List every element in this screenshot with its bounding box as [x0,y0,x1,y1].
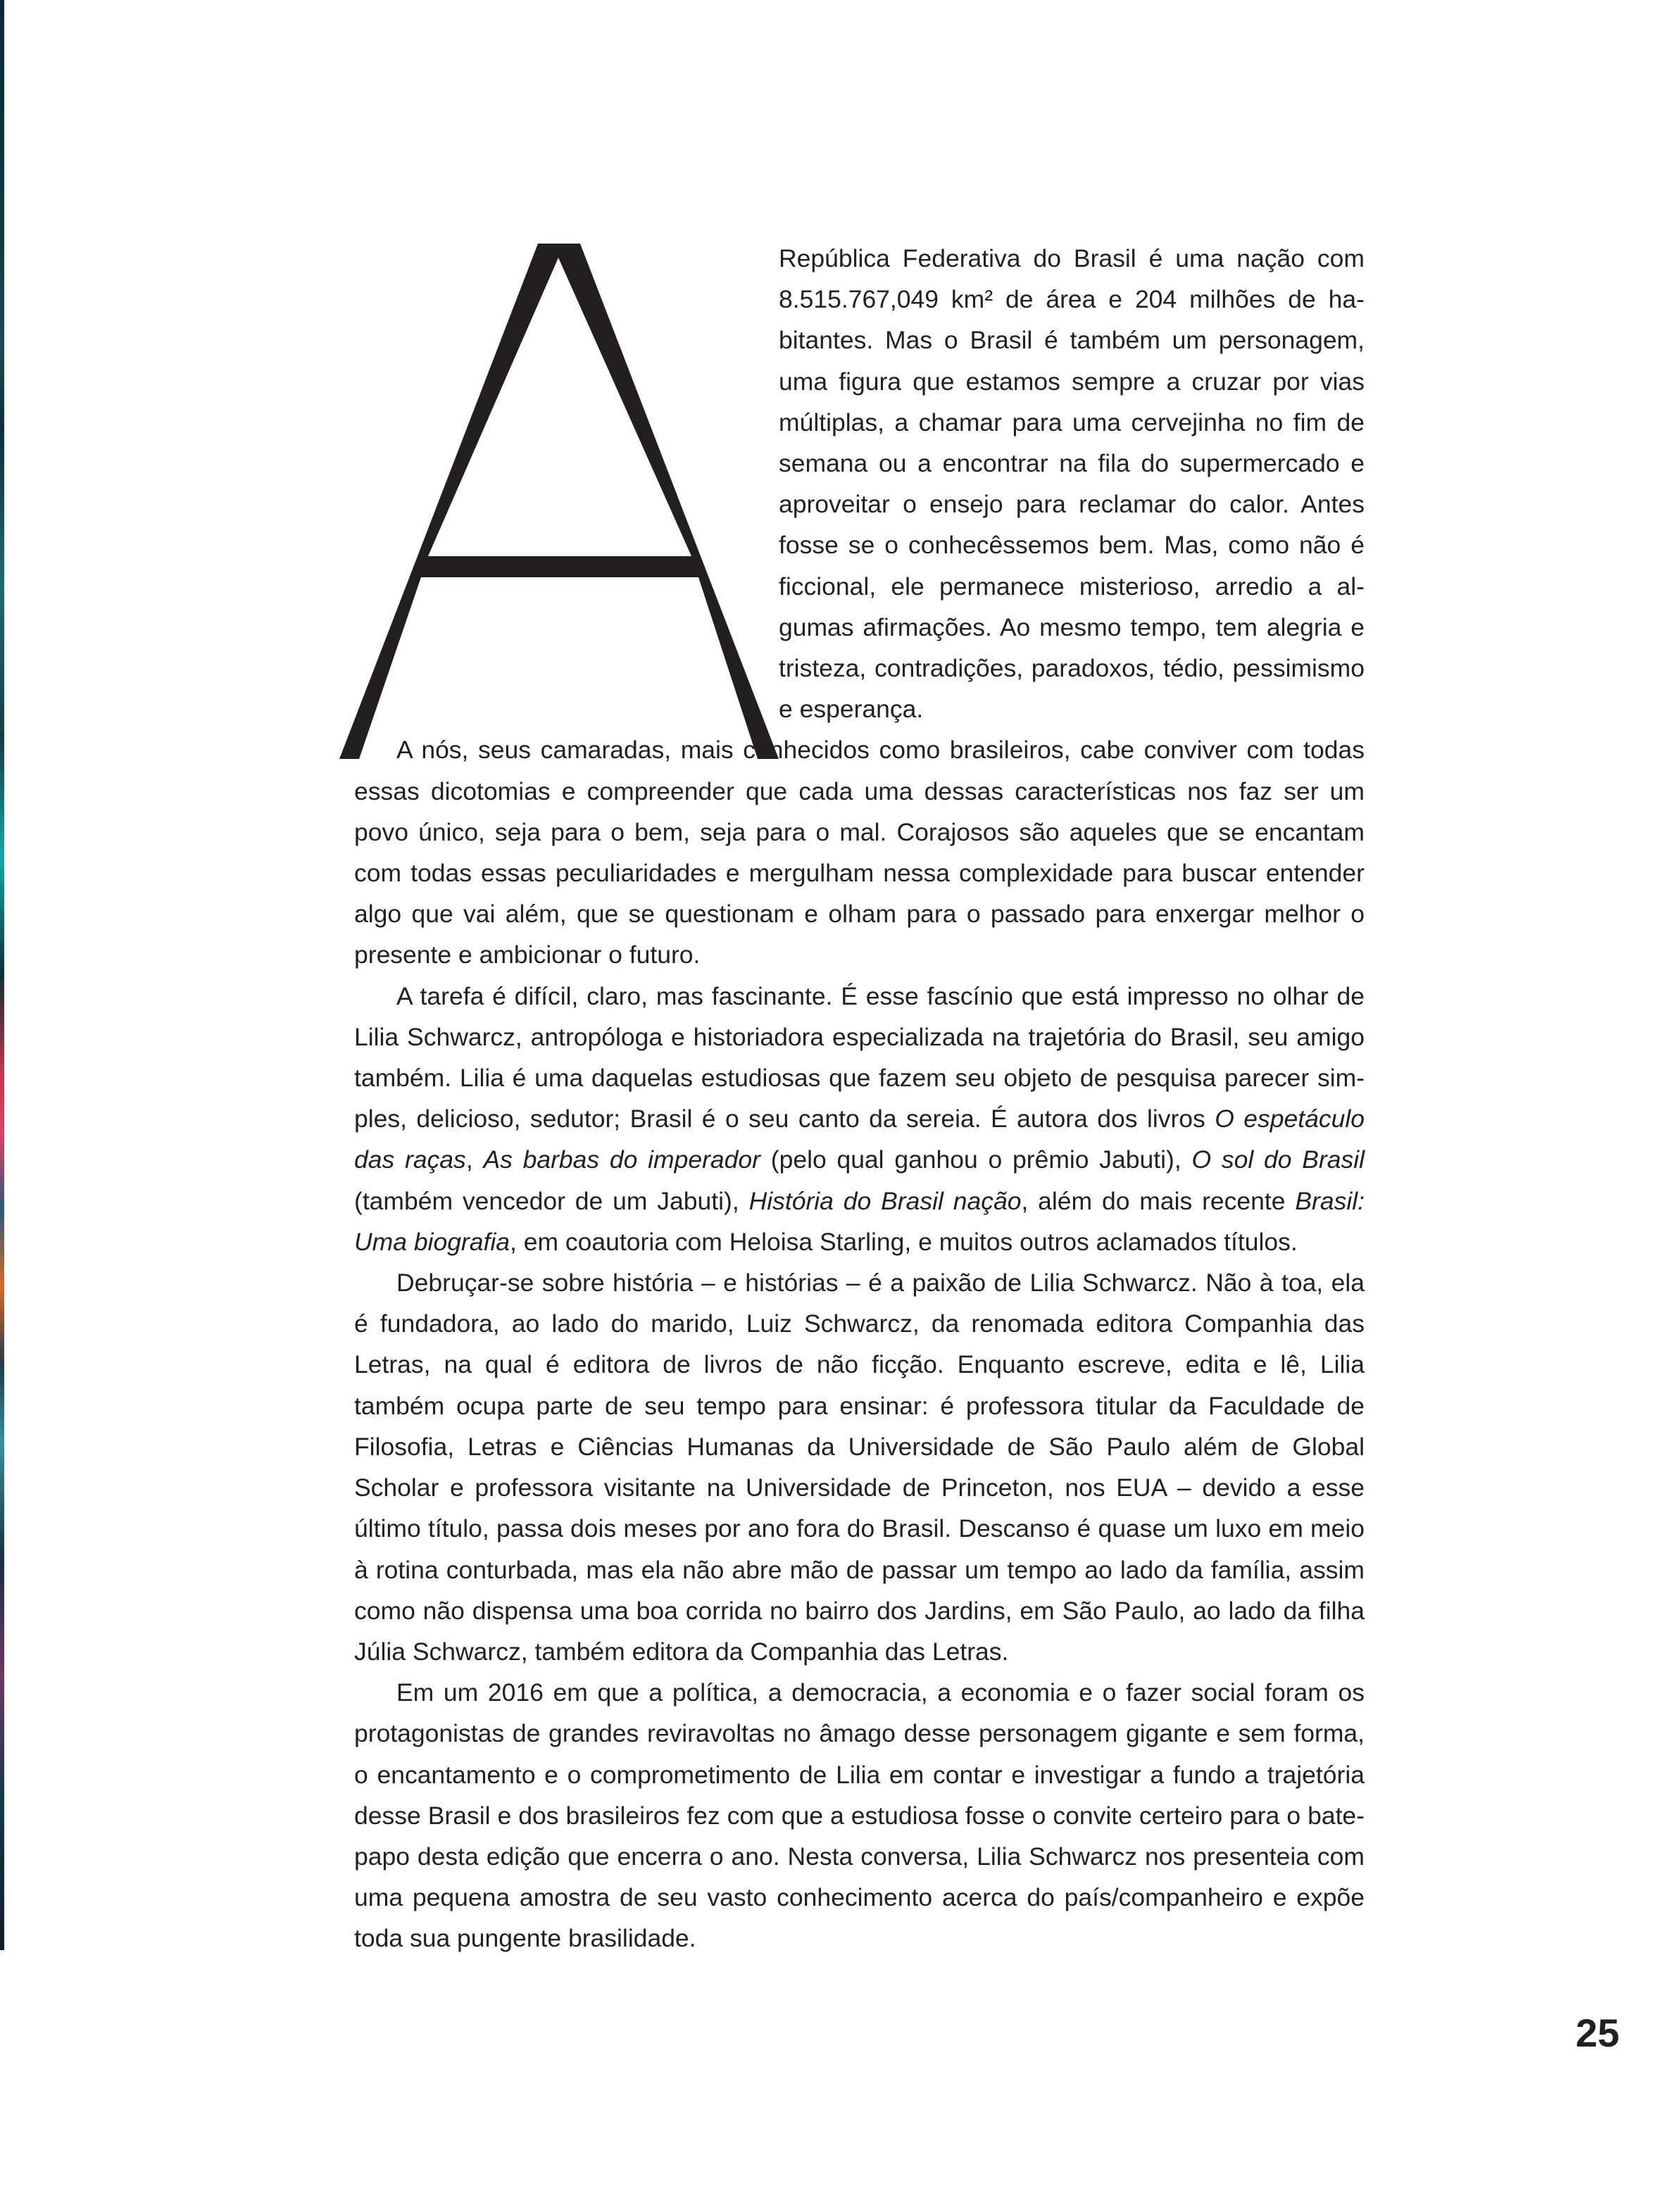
book-title: O sol do Brasil [1191,1145,1365,1174]
page-number: 25 [1575,2011,1619,2055]
article-body [354,238,1365,1959]
article-paragraph [354,976,1365,1262]
book-title: História do Brasil nação [748,1186,1022,1215]
book-title: As barbas do imperador [483,1145,760,1174]
drop-cap-spacer [354,238,779,728]
paragraph-text: , além do mais recente [1021,1186,1296,1215]
paragraph-text: Debruçar-se sobre história – e histórias – é a paixão de Lilia Schwarcz. Não à toa, ela é fundadora, ao lado do marido, Luiz Schwarcz, da renomada editora Companhia das Letras, na qual é editora de livros de não ficção. Enquanto escreve, edita e lê, Lilia também ocupa parte de seu tempo para ensinar: é professora titular da Faculdade de Filosofia, Letras e Ciências Humanas da Universidade de São Paulo além de Global Scholar e professora visitante na Universidade de Princeton, nos EUA – devido a esse último título, passa dois meses por ano fora do Brasil. Descanso é quase um luxo em meio à rotina conturbada, mas ela não abre mão de passar um tempo ao lado da família, assim como não dispensa uma boa corrida no bairro dos Jardins, em São Paulo, ao lado da filha Júlia Schwarcz, também editora da Companhia das Letras. [354,1269,1365,1666]
book-title: Brasil: Uma biografia [354,1186,1365,1256]
paragraph-text: Em um 2016 em que a política, a democracia, a economia e o fazer social foram os protagonistas de grandes reviravoltas no âmago desse personagem gigante e sem forma, o encantamento e o comprometimento de Lilia em contar e investigar a fundo a trajetória desse Brasil e dos brasileiros fez com que a estudiosa fosse o convite certeiro para o bate-papo desta edição que encerra o ano. Nesta conversa, Lilia Schwarcz nos presenteia com uma pequena amostra de seu vasto conhecimento acerca do país/companheiro e expõe toda sua pungente brasilidade. [354,1678,1365,1953]
paragraph-text: República Federativa do Brasil é uma nação com 8.515.767,049 km² de área e 204 milhões de habitantes. Mas o Brasil é também um personagem, uma figura que estamos sempre a cruzar por vias múltiplas, a chamar para uma cervejinha no fim de semana ou a encontrar na fila do supermercado e aproveitar o ensejo para reclamar do calor. Antes fosse se o conhecêssemos bem. Mas, como não é ficcional, ele permanece misterioso, arredio a algumas afirmações. Ao mesmo tempo, tem alegria e tristeza, contradições, paradoxos, tédio, pessimismo e esperança. [779,244,1365,724]
paragraph-text: , em coautoria com Heloisa Starling, e muitos outros aclamados títulos. [510,1227,1298,1256]
paragraph-text: A nós, seus camaradas, mais conhecidos como brasileiros, cabe conviver com todas essas dicotomias e compreender que cada uma dessas características nos faz ser um povo único, seja para o bem, seja para o mal. Corajosos são aqueles que se encantam com todas essas peculiaridades e mergulham nessa complexidade para buscar entender algo que vai além, que se questionam e olham para o passado para enxergar melhor o presente e ambicionar o futuro. [354,736,1365,969]
paragraph-text: , [465,1145,484,1174]
page-edge-color-strip [0,0,4,1950]
article-paragraph [354,1262,1365,1672]
paragraph-text: A tarefa é difícil, claro, mas fascinante. É esse fascínio que está impresso no olhar de Lilia Schwarcz, antropóloga e historiadora especializada na trajetória do Brasil, seu amigo também. Lilia é uma daquelas estudiosas que fazem seu objeto de pesquisa parecer simples, delicioso, sedutor; Brasil é o seu canto da sereia. É autora dos livros [354,981,1365,1133]
paragraph-text: (também vencedor de um Jabuti), [354,1186,749,1215]
paragraph-text: (pelo qual ganhou o prêmio Jabuti), [760,1145,1192,1174]
article-paragraph [354,729,1365,975]
article-paragraph [354,1672,1365,1959]
book-title: O espetáculo das raças [354,1105,1365,1174]
